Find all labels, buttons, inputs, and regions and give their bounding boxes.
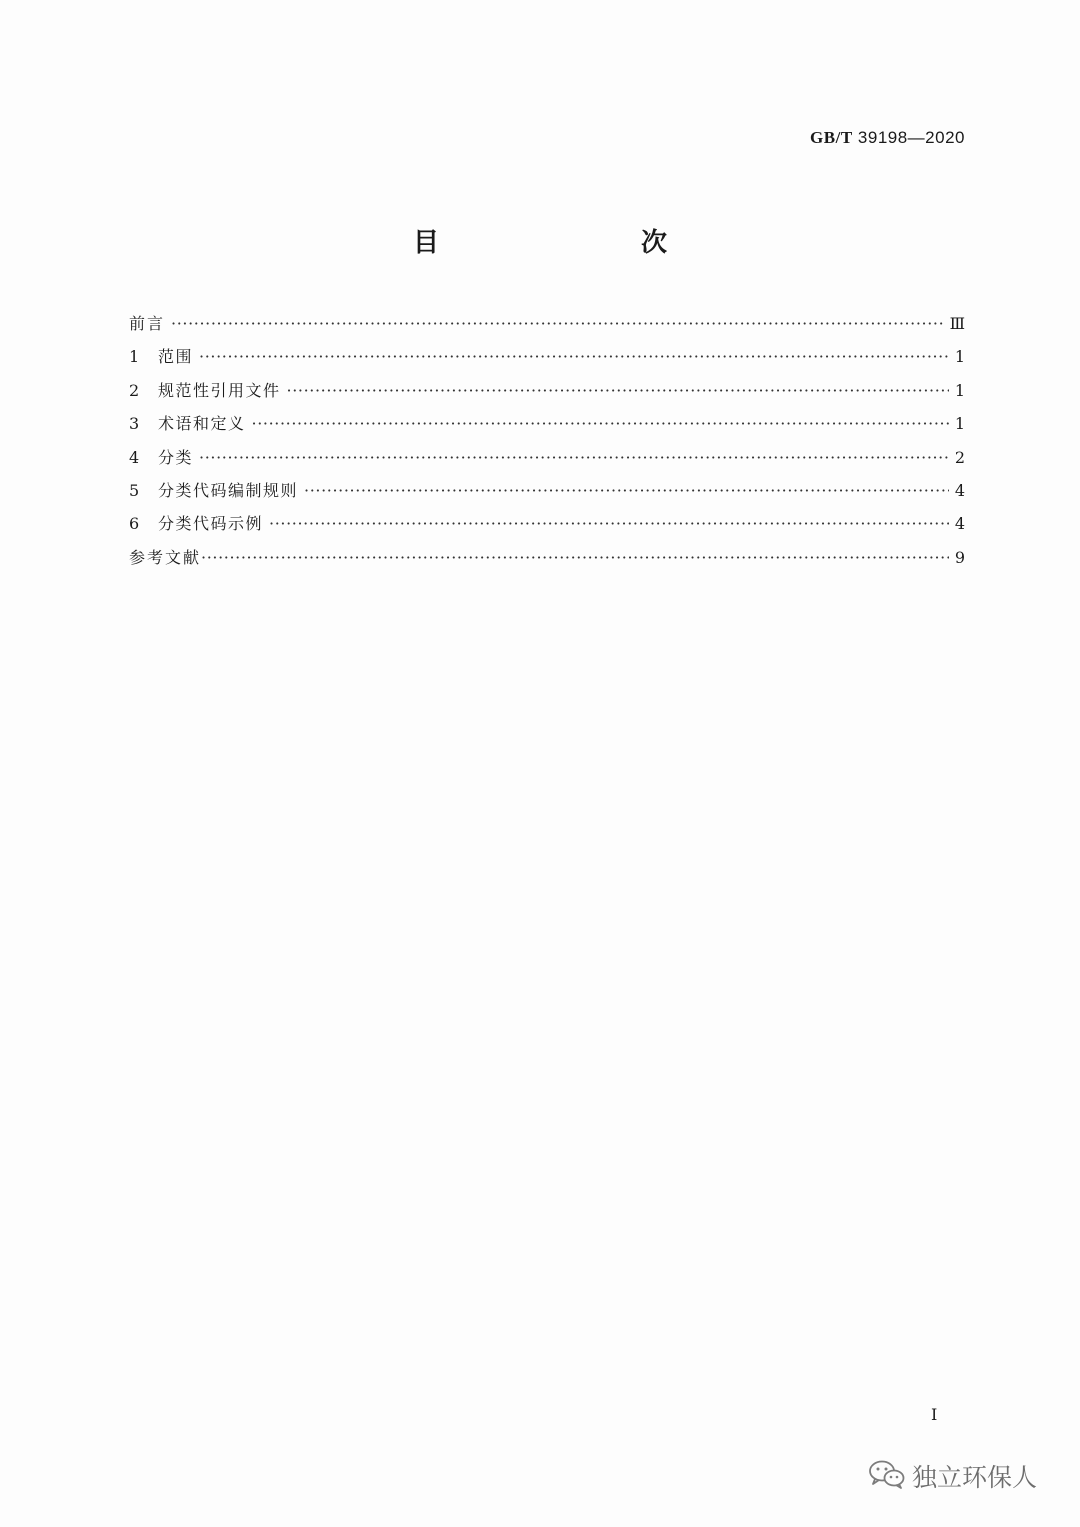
toc-dot-leader xyxy=(171,314,944,333)
toc-entry-number: 2 xyxy=(129,380,140,400)
toc-entry-bibliography[interactable] xyxy=(129,545,965,578)
table-of-contents xyxy=(129,311,965,578)
toc-dot-leader xyxy=(252,414,949,433)
toc-entry-page: 2 xyxy=(954,447,965,467)
toc-entry-page: 9 xyxy=(954,547,965,567)
toc-entry-page: 1 xyxy=(954,347,965,367)
standard-prefix: GB/T xyxy=(810,128,853,147)
toc-entry-number: 6 xyxy=(129,514,140,534)
toc-entry-page: Ⅲ xyxy=(949,314,965,333)
standard-number: 39198—2020 xyxy=(857,128,965,147)
toc-dot-leader xyxy=(201,548,949,567)
toc-entry-classification[interactable] xyxy=(129,445,965,478)
toc-entry-scope[interactable] xyxy=(129,344,965,377)
toc-entry-page: 4 xyxy=(954,480,965,500)
toc-entry-normative-references[interactable] xyxy=(129,378,965,411)
watermark xyxy=(868,1458,1037,1494)
toc-entry-preface[interactable] xyxy=(129,311,965,344)
toc-dot-leader xyxy=(269,514,949,533)
toc-entry-number: 3 xyxy=(129,414,140,434)
toc-dot-leader xyxy=(199,347,949,366)
toc-entry-label: 分类代码编制规则 xyxy=(158,480,299,500)
toc-entry-page: 4 xyxy=(954,514,965,534)
toc-entry-label: 分类代码示例 xyxy=(158,514,264,534)
watermark-text: 独立环保人 xyxy=(912,1463,1038,1492)
toc-entry-code-rules[interactable] xyxy=(129,478,965,511)
toc-entry-label: 前言 xyxy=(129,314,166,333)
toc-entry-code-examples[interactable] xyxy=(129,511,965,544)
toc-entry-number: 1 xyxy=(129,347,140,367)
toc-dot-leader xyxy=(304,481,949,500)
toc-entry-label: 术语和定义 xyxy=(158,414,246,434)
page-number: I xyxy=(931,1405,938,1424)
wechat-logo-icon xyxy=(868,1459,906,1493)
toc-entry-label: 分类 xyxy=(158,447,194,467)
toc-title: 目 次 xyxy=(412,228,717,258)
toc-entry-label: 参考文献 xyxy=(129,547,202,567)
toc-entry-number: 4 xyxy=(129,447,140,467)
toc-dot-leader xyxy=(199,448,949,467)
toc-entry-terms-definitions[interactable] xyxy=(129,411,965,444)
toc-dot-leader xyxy=(287,381,949,400)
toc-entry-page: 1 xyxy=(954,380,965,400)
toc-entry-label: 规范性引用文件 xyxy=(158,380,281,400)
standard-code xyxy=(810,128,965,148)
toc-entry-page: 1 xyxy=(954,414,965,434)
toc-entry-number: 5 xyxy=(129,480,140,500)
toc-entry-label: 范围 xyxy=(158,347,194,367)
